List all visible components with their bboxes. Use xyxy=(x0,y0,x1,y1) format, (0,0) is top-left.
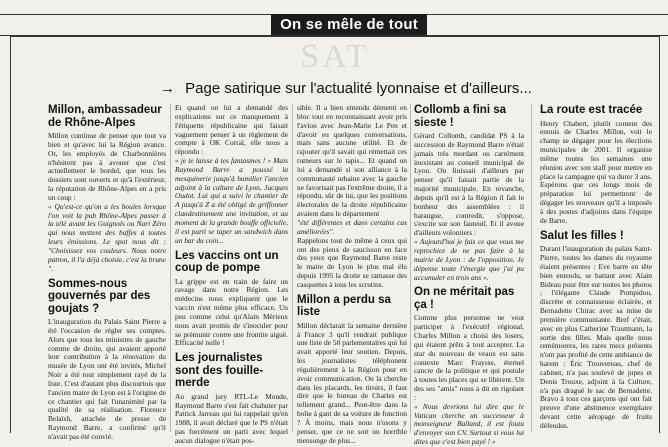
column-divider xyxy=(292,104,293,432)
article-paragraph: Henry Chabert, plutôt content des ennuis de Charles Millon, voit le champ se dégager pour les élections municipales de 2001. Il organise même toutes les semaines une réunion avec son staff pour mettre en place la campagne qui va durer 3 ans. Espérons que ces longs mois de préparation lui permettront de dégager les nouveaux qu'il a imposés à des postes d'adjoints dans l'équipe de Barre. xyxy=(540,118,652,225)
column-divider xyxy=(410,104,411,432)
article-headline: Les vaccins ont un coup de pompe xyxy=(175,249,279,274)
article-paragraph: Gérard Collomb, candidat PS à la succession de Raymond Barre n'était jamais très mordant ou carrément inexistant au conseil municipal de Lyon. On finissait d'ailleurs par penser qu'il faisait partie de la majorité municipale. En revanche, depuis qu'il est à la Région il fait le bonheur des assemblées : il harangue, contredit, s'oppose, s'excite sur son fauteuil. Et il avoue d'ailleurs volontiers : xyxy=(414,131,524,238)
article-quote: « Qu'est-ce qu'on a les boules lorsque l'on voit la pub Rhône-Alpes passer à la télé avant les Guignols ou Nari Zéro qui nous mettent des baffes à toutes leurs émissions. Le spot nous dit : "Choisissez vos couleurs. Nous notre patron, il l'a déjà choisie, c'est la brune ". xyxy=(48,201,166,273)
article-quote: "été différentes et dans certains cas améliorées". xyxy=(297,217,407,236)
article-headline: Millon, ambassadeur de Rhône-Alpes xyxy=(48,104,162,129)
column-2 xyxy=(175,103,288,445)
article-paragraph: Millon déclarait la semaine dernière à France 3 qu'il rendrait publique une liste de 50 parlementaires qui lui avait apporté leur soutien. Depuis, les journalistes téléphonent régulièrement à la Région pour en avoir communication. On la cherche dans les placards, les tiroirs, il faut dire que le bureau de Charles est tellement grand... Peut-être dans la boîte à gant de sa voiture de fonction ? À moins, mais nous n'osons y penser, que ce ne soit un horrible mensonge de plus... xyxy=(297,320,407,445)
column-divider xyxy=(170,104,171,432)
article-paragraph: Au grand jury RTL-Le Monde, Raymond Barre s'est fait chahuter par Patrick Jarreau qui lui rappelait qu'en 1988, il avait déclaré que le PS n'était pas forcément un parti avec lequel aucun dialogue n'était pos- xyxy=(175,391,288,445)
column-4 xyxy=(414,104,524,447)
article-headline: Millon a perdu sa liste xyxy=(297,293,391,319)
page-title: On se mêle de tout xyxy=(271,14,427,35)
column-3 xyxy=(297,103,407,445)
article-headline: La route est tracée xyxy=(540,104,643,116)
article-headline: Les journalistes sont des fouille-merde xyxy=(175,352,264,390)
article-headline: Sommes-nous gouvernés par des goujats ? xyxy=(48,277,151,315)
subtitle-text: Page satirique sur l'actualité lyonnaise et d'ailleurs... xyxy=(185,80,532,97)
article-paragraph: Millon continue de penser que tout va bien et qu'avec lui la Région avance. Or, les employés de Charbonnières n'hésitent pas à avouer que c'est actuellement le bordel, que tous les dossiers sont ouverts et qu'à l'extérieur, la réputation de Rhône-Alpes en a pris un coup : xyxy=(48,131,166,202)
column-5 xyxy=(540,104,652,433)
article-paragraph: Rappelons tout de même à ceux qui ont des pieux de saucisson en face des yeux que Raymond Barre reste le maire de Lyon le plus mal élu depuis 1995 la droite se ramasse des casquettes à tous les scrutins. xyxy=(297,235,407,289)
article-paragraph: sible. Il a bien entendu démenti en bloc tout en reconnaissant avoir pris l'avion avec Jean-Marie Le Pen et d'avoir eu quelques conversations, mais sans aucune utilité. Et de rajouter qu'il savait qui rémettait ces rumeurs sur le tapis... Et quand on lui a demandé si son alliance à la communauté urbaine avec la gauche ne favorisait pas l'extrême droite, il a répondu, sûr de lui, que les positions électorales de la droite républicaine avaient dans le département xyxy=(297,103,407,219)
article-paragraph: La grippe est en train de faire un ravage dans notre Région. Les médecins nous expliquent que le vaccin n'est même plus efficace. Un peu comme celui qu'Alain Mérieux nous avait promis de s'inoculer pour se prémunir contre une frontite aiguë. Efficacité nulle ! xyxy=(175,276,288,348)
column-divider xyxy=(531,104,532,432)
article-quote: « Aujourd'hui je fais ce que vous me reprochiez de ne pas faire à la mairie de Lyon : de l'opposition. Je dépense toute l'énergie que j'ai pu accumuler en trois ans ». xyxy=(414,237,524,282)
arrow-icon: → xyxy=(160,80,175,97)
article-quote: « je te laisse à tes fantasmes ! » Mais Raymond Barre a poussé la mesquinerie jusqu'à humilier l'ancien adjoint à la culture de Lyon, Jacques Oudot. Lui qui a suivi le chantier de A jusqu'à Z a été obligé de griffonner clandestinement une invitation, et au moment de la grande bouffe officielle, il est parti se taper un sandwich dans un bar du coin... xyxy=(175,156,288,245)
article-paragraph: L'inauguration du Palais Saint Pierre a été l'occasion de régler ses comptes. Alors que tous les ministres de gauche comme de droite, qui avaient apporté leur contribution à la rénovation du musée de Lyon ont été invités, Michel Noir a été tout simplement rayé de la liste. C'est d'autant plus discourtois que l'ancien maire de Lyon est à l'origine de ce chantier qui fait l'unanimité par la qualité de sa réalisation. Florence Belaïsh, attachée de presse de Raymond Barre, a confirmé qu'il n'avait pas été convié. xyxy=(48,317,166,441)
article-headline: Salut les filles ! xyxy=(540,229,624,242)
article-paragraph: Et quand on lui a demandé des explications sur ce manquement à l'étiquette républicaine qui faisait vaguement penser à un règlement de compte à OK Corral, elle nous a répondu : xyxy=(175,103,288,157)
article-paragraph: Durant l'inauguration du palais Saint-Pierre, toutes les dames du royaume étaient présentes : Eve barre en tête bien entendu, se battant avec Alain Bideau pour être sur toutes les photos ; l'élégante Claude Pompidou, discrète et connaisseuse éclairée, et Bernadette Chirac avec sa mine de première communiante. Bref c'était, avec en plus Catherine Trautmann, la sortie des filles. Mais quelle nous remémorera, les rares mecs présents n'ont pas profité de cette ambiance de harem : Éric Trouvereau, chef de cabinet, n'a pas soulevé de jupes et Denis Trouxe, adjoint à la Culture, n'a pas dragué le sac de Bernadette. Bravo à tous ces garçons qui ont fait preuve d'une abstinence exemplaire devant cette aéropage de fruits défendus. xyxy=(540,244,652,430)
article-quote: « Nous devrions lui dire que le Vatican cherche un successeur à monseigneur Balland, il est foutu d'envoyer son CV. Surtout si vous lui dites que c'est bien payé ! » xyxy=(414,401,524,447)
page-subtitle xyxy=(160,80,660,97)
article-headline: On ne méritait pas ça ! xyxy=(414,286,515,311)
article-headline: Collomb a fini sa sieste ! xyxy=(414,104,507,129)
watermark-text: SAT xyxy=(300,38,370,75)
column-1 xyxy=(48,104,166,441)
article-paragraph: Comme plus personne ne veut participer à l'exécutif régional, Charles Millon a choisi des losers, qui étaient prêts à tout accepter. La star du nouveau de veaux est sans contexte Marc Fraysse, éternel cancre de la politique et qui postule à toutes les places qui se libèrent. Un des ses "amis" nous a dit en rigolant : xyxy=(414,313,524,402)
